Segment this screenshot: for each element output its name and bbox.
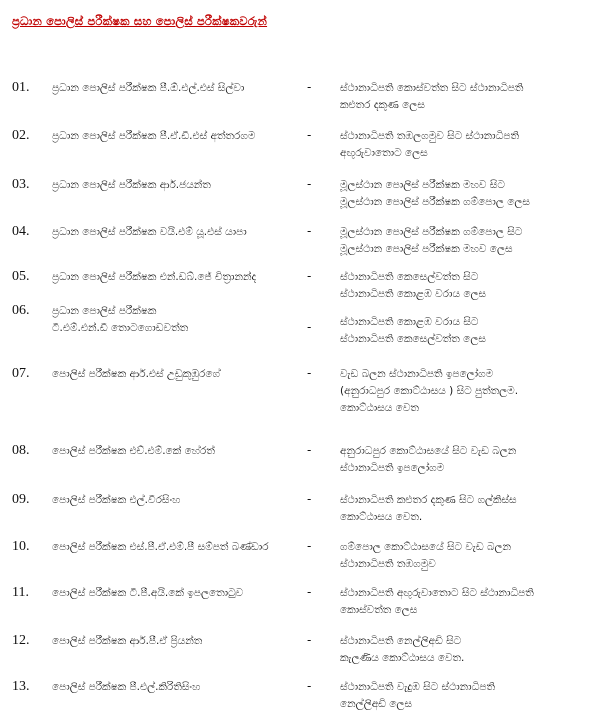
transfer-description — [340, 177, 595, 211]
separator-dash: - — [307, 320, 312, 334]
officer-name — [52, 303, 302, 337]
entry-number: 13. — [12, 679, 30, 694]
entry-number: 10. — [12, 539, 30, 554]
transfer-description-line: මූලස්ථාන පොලිස් පරීක්ෂක ගම්පොල සිට — [340, 226, 523, 238]
officer-name — [52, 585, 302, 602]
transfer-description — [340, 633, 595, 667]
transfer-description — [340, 80, 595, 114]
officer-name — [52, 633, 302, 650]
officer-name — [52, 539, 302, 556]
transfer-description-line: කොස්වත්ත ලෙස — [340, 604, 418, 616]
entry-number: 02. — [12, 128, 30, 143]
officer-name-line: ප්‍රධාන පොලිස් පරීක්ෂක පී.ඒ.ඩී.එස් අත්තරගම — [52, 130, 256, 142]
transfer-description-line: අඟුරුවාතොට ලෙස — [340, 147, 428, 159]
entry-number: 08. — [12, 443, 30, 458]
officer-name — [52, 177, 302, 194]
transfer-description-line: නෙල්ලිඅඩි ලෙස — [340, 698, 412, 710]
separator-dash: - — [307, 633, 312, 647]
officer-name-line: පොලිස් පරීක්ෂක ආර්.පී.ඒ ප්‍රියන්ත — [52, 635, 203, 647]
officer-name-line: ප්‍රධාන පොලිස් පරීක්ෂක පී.ඕ.එල්.එස් සිල්වා — [52, 82, 245, 94]
entry-number: 05. — [12, 269, 30, 284]
transfer-description-line: මූලස්ථාන පොලිස් පරීක්ෂක මහව ලෙස — [340, 243, 513, 255]
transfer-description-line: කළුතර දකුණ ලෙස — [340, 99, 425, 111]
officer-name — [52, 492, 302, 509]
transfer-description-line: මූලස්ථාන පොලිස් පරීක්ෂක ගම්පොල ලෙස — [340, 196, 530, 208]
officer-name — [52, 80, 302, 97]
transfer-description — [340, 128, 595, 162]
officer-name-line: පොලිස් පරීක්ෂක පී.එල්.කිරිතිසිංහ — [52, 681, 201, 693]
transfer-description-line: මූලස්ථාන පොලිස් පරීක්ෂක මහව සිට — [340, 179, 505, 191]
transfer-description — [340, 443, 595, 477]
transfer-description — [340, 366, 595, 417]
entry-number: 09. — [12, 492, 30, 507]
officer-name-line: ප්‍රධාන පොලිස් පරීක්ෂක — [52, 305, 157, 317]
separator-dash: - — [307, 366, 312, 380]
transfer-description-line: ස්ථානාධිපති කෙසෙල්වත්ත සිට — [340, 271, 479, 283]
transfer-description-line: වැඩ බලන ස්ථානාධිපති ඉපලෝගම — [340, 368, 494, 380]
transfer-description-line: ස්ථානාධිපති කළුතර දකුණ සිට ගල්කිස්ස — [340, 494, 517, 506]
officer-name-line: පොලිස් පරීක්ෂක එච්.එම්.කේ හේරත් — [52, 445, 215, 457]
entry-number: 06. — [12, 303, 30, 318]
separator-dash: - — [307, 539, 312, 553]
transfer-description — [340, 679, 595, 713]
transfer-description-line: කැලණිය කොට්ඨාසය වෙත. — [340, 652, 465, 664]
officer-name-line: පොලිස් පරීක්ෂක ටී.පී.අයි.කේ ඉපලතොටුව — [52, 587, 244, 599]
separator-dash: - — [307, 443, 312, 457]
transfer-description-line: ස්ථානාධිපති තඹගමුව — [340, 558, 436, 570]
transfer-description-line: ස්ථානාධිපති කොස්වත්ත සිට ස්ථානාධිපති — [340, 82, 524, 94]
transfer-description-line: ස්ථානාධිපති කොළඹ වරාය ලෙස — [340, 288, 487, 300]
officer-name-line: ප්‍රධාන පොලිස් පරීක්ෂක එන්.ඩබ්.ජේ චිත්‍රානන්ද — [52, 271, 257, 283]
officer-name-line: පොලිස් පරීක්ෂක එස්.පී.ඒ.එම්.පී සම්පත් බණ්ඩාර — [52, 541, 269, 553]
transfer-description — [340, 269, 595, 303]
officer-name-line: ප්‍රධාන පොලිස් පරීක්ෂක වයි.එම් යූ.එස් යාපා — [52, 226, 247, 238]
officer-name — [52, 224, 302, 241]
entry-number: 07. — [12, 366, 30, 381]
transfer-description-line: (අනුරාධපුර කොට්ඨාසය ) සිට පුත්තලම. — [340, 385, 519, 397]
transfer-description-line: ගම්පොල කොට්ඨාසයේ සිට වැඩ බලන — [340, 541, 512, 553]
transfer-description-line: ස්ථානාධිපති වැදුඹ සිට ස්ථානාධිපති — [340, 681, 496, 693]
entry-number: 11. — [12, 585, 29, 600]
separator-dash: - — [307, 128, 312, 142]
separator-dash: - — [307, 224, 312, 238]
separator-dash: - — [307, 585, 312, 599]
separator-dash: - — [307, 177, 312, 191]
transfer-description-line: ස්ථානාධිපති අඟුරුවාතොට සිට ස්ථානාධිපති — [340, 587, 534, 599]
officer-name — [52, 443, 302, 460]
officer-name — [52, 128, 302, 145]
entry-number: 01. — [12, 80, 30, 95]
transfer-description — [340, 314, 595, 348]
officer-name-line: පොලිස් පරීක්ෂක එල්.වීරසිංහ — [52, 494, 181, 506]
officer-name — [52, 269, 302, 286]
transfer-description-line: ස්ථානාධිපති කොළඹ වරාය සිට — [340, 316, 479, 328]
transfer-description-line: කොට්ඨාසය වෙත — [340, 402, 419, 414]
officer-name — [52, 366, 302, 383]
entry-number: 12. — [12, 633, 30, 648]
transfer-description-line: ස්ථානාධිපති තඹලගමුව සිට ස්ථානාධිපති — [340, 130, 520, 142]
officer-name — [52, 679, 302, 696]
transfer-description — [340, 224, 595, 258]
transfer-description-line: ස්ථානාධිපති ඉපලෝගම — [340, 462, 445, 474]
officer-name-line: ප්‍රධාන පොලිස් පරීක්ෂක ආර්.ජයන්ත — [52, 179, 211, 191]
separator-dash: - — [307, 269, 312, 283]
transfer-description-line: කොට්ඨාසය වෙත. — [340, 511, 423, 523]
separator-dash: - — [307, 492, 312, 506]
entry-number: 04. — [12, 224, 30, 239]
entry-number: 03. — [12, 177, 30, 192]
officer-name-line: පොලිස් පරීක්ෂක ආර්.එස් උඩුකුඹුරගේ — [52, 368, 221, 380]
separator-dash: - — [307, 679, 312, 693]
transfer-description-line: ස්ථානාධිපති කෙසෙල්වත්ත ලෙස — [340, 333, 486, 345]
separator-dash: - — [307, 80, 312, 94]
transfer-description — [340, 539, 595, 573]
document-heading: ප්‍රධාන පොලිස් පරීක්ෂක සහ පොලිස් පරීක්ෂකවරුන් — [12, 14, 268, 28]
transfer-description-line: ස්ථානාධිපති නෙල්ලිඅඩි සිට — [340, 635, 462, 647]
transfer-description-line: අනුරාධපුර කොට්ඨාසයේ සිට වැඩ බලන — [340, 445, 517, 457]
transfer-description — [340, 585, 595, 619]
officer-name-line: ටී.එම්.එන්.ඩී තොටගොඩවත්ත — [52, 322, 189, 334]
transfer-description — [340, 492, 595, 526]
